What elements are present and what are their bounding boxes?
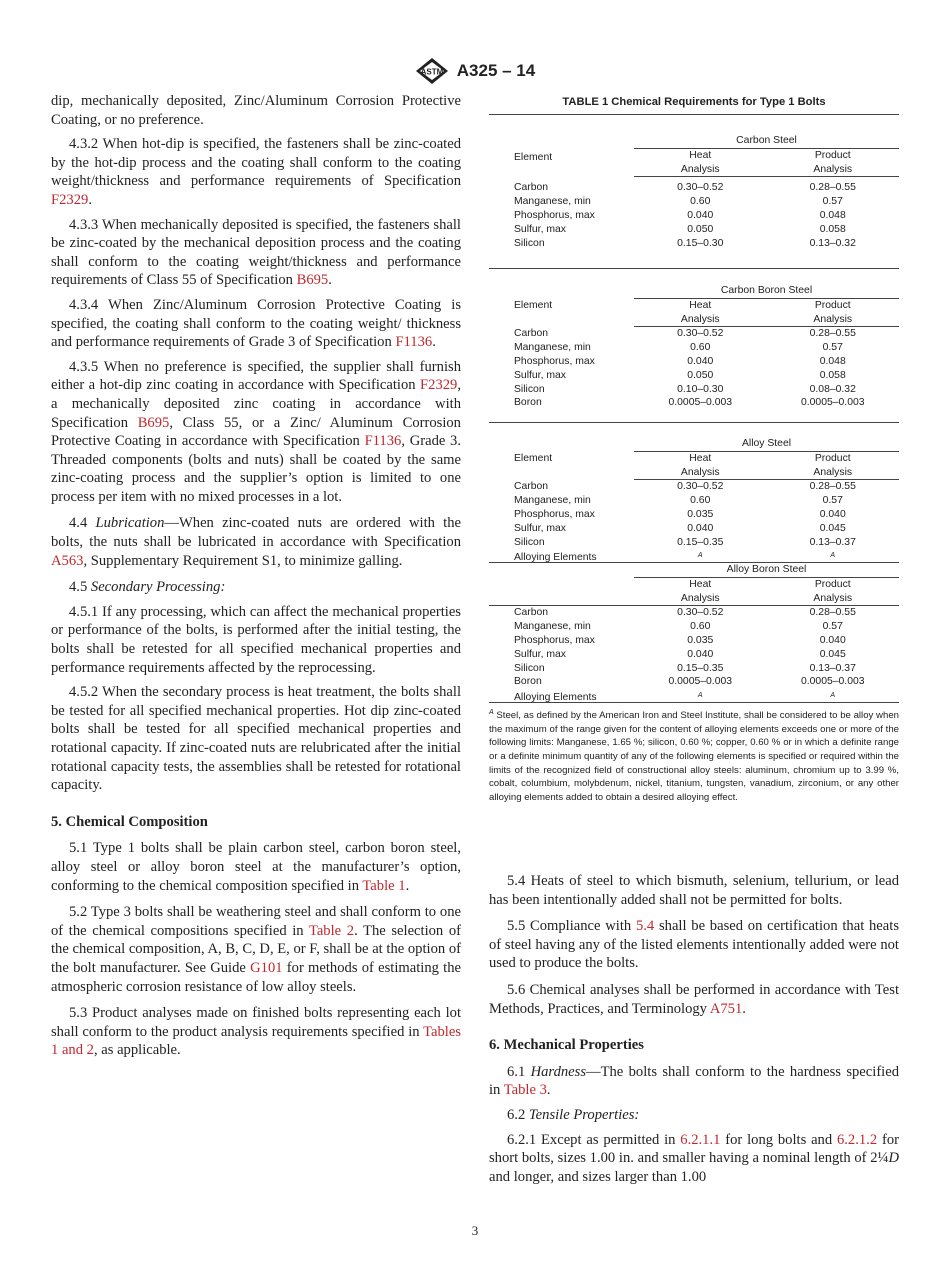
paragraph-4-5-1: 4.5.1 If any processing, which can affect the mechanical properties or performance of the bolts, is performed after the initial testing, the bolts shall be retested for all specified mechanical properties and performance requirements affected by the reprocessing.: [51, 603, 461, 676]
link-5-4[interactable]: 5.4: [635, 918, 655, 935]
table-row: Boron 0.0005–0.003 0.0005–0.003: [514, 397, 865, 409]
link-g101[interactable]: G101: [250, 959, 283, 976]
paragraph-5-5: 5.5 Compliance with 5.4 shall be based on certification that heats of steel having any of the listed elements intentionally added were not used to produce the bolts.: [489, 918, 899, 972]
link-f2329[interactable]: F2329: [51, 191, 89, 208]
table-row: Phosphorus, max 0.040 0.048: [514, 209, 846, 221]
table-group-alloy-boron-steel: [489, 562, 899, 706]
table-row: Carbon 0.30–0.52 0.28–0.55: [514, 607, 856, 619]
document-title: A325 – 14: [456, 61, 536, 80]
table-title: TABLE 1 Chemical Requirements for Type 1 Bolts: [562, 96, 826, 108]
link-table-3[interactable]: Table 3: [503, 1082, 547, 1099]
table-row: Silicon 0.10–0.30 0.08–0.32: [514, 383, 856, 395]
table-row: Manganese, min 0.60 0.57: [514, 196, 843, 208]
svg-text:ASTM: ASTM: [420, 67, 444, 77]
table-row: Alloying Elements $^A$ $^A$: [514, 691, 836, 703]
table-row: Silicon 0.15–0.35 0.13–0.37: [514, 662, 856, 674]
table-row: Sulfur, max 0.050 0.058: [514, 369, 846, 381]
page-number: 3: [471, 1223, 479, 1238]
table-group-carbon-boron-steel: [489, 284, 899, 410]
link-b695[interactable]: B695: [137, 414, 170, 431]
link-6-2-1-1[interactable]: 6.2.1.1: [680, 1131, 721, 1148]
table-group-carbon-steel: [489, 134, 899, 250]
paragraph-5-1: 5.1 Type 1 bolts shall be plain carbon steel, carbon boron steel, alloy steel or alloy boron steel at the manufacturer’s option, conforming to the chemical composition specified in Table 1.: [51, 840, 461, 894]
paragraph-4-3-4: 4.3.4 When Zinc/Aluminum Corrosion Protective Coating is specified, the coating shall conform to the coating weight/ thickness and performance requirements of Grade 3 of Specification F1136.: [51, 296, 461, 351]
section-heading-5: 5. Chemical Composition: [51, 813, 208, 830]
paragraph-6-1: 6.1 Hardness—The bolts shall conform to the hardness specified in Table 3.: [489, 1063, 900, 1099]
paragraph-6-2: 6.2 Tensile Properties:: [507, 1106, 640, 1123]
paragraph: dip, mechanically deposited, Zinc/Aluminum Corrosion Protective Coating, or no preference.: [51, 93, 461, 128]
footnote-mark: A: [830, 552, 836, 560]
paragraph-4-4: 4.4 Lubrication—When zinc-coated nuts are ordered with the bolts, the nuts shall be lubricated in accordance with Specification A563, Supplementary Requirement S1, to minimize galling.: [51, 515, 461, 569]
left-column: [51, 92, 461, 1066]
page-header: [0, 56, 950, 86]
paragraph-4-3-5: 4.3.5 When no preference is specified, the supplier shall furnish either a hot-dip zinc coating in accordance with Specification F2329, a mechanically deposited zinc coating in accordance with Specification B695, Class 55, or a Zinc/ Aluminum Corrosion Protective Coating in accordance with Specification F1136, Grade 3. Threaded components (bolts and nuts) shall be coated by the same zinc-coating process and the supplier’s option is limited to one process per item with no mixed processes in a lot.: [51, 358, 461, 505]
link-a751[interactable]: A751: [709, 1000, 743, 1017]
table-row: Manganese, min 0.60 0.57: [514, 621, 843, 633]
group-name: Carbon Boron Steel: [634, 284, 899, 298]
link-f2329[interactable]: F2329: [420, 377, 458, 394]
table-row: Phosphorus, max 0.035 0.040: [514, 634, 846, 646]
table-bottom-rule: [489, 702, 899, 703]
table-row: Carbon 0.30–0.52 0.28–0.55: [514, 182, 856, 194]
table-top-rule: [489, 114, 899, 115]
footnote-mark: A: [830, 692, 836, 700]
right-column: [489, 872, 899, 1192]
table-row: Manganese, min 0.60 0.57: [514, 342, 843, 354]
link-tables-1-2[interactable]: Tables 1 and 2: [51, 1023, 461, 1059]
product-header: Product Analysis: [767, 298, 900, 327]
paragraph-4-5-2: 4.5.2 When the secondary process is heat treatment, the bolts shall be tested for all specified mechanical properties. Hot dip zinc-coated bolts shall be tested for all specified mechanical properties and rotational capacity. If zinc-coated nuts are relubricated after the initial rotational capacity tests, the assemblies shall be retested for rotational capacity.: [51, 684, 461, 794]
table-row: Alloying Elements $^A$ $^A$: [514, 552, 836, 564]
table-row: Boron 0.0005–0.003 0.0005–0.003: [514, 676, 865, 688]
heat-header: Heat Analysis: [634, 577, 766, 606]
footnote-mark: A: [697, 552, 703, 560]
section-heading-6: 6. Mechanical Properties: [489, 1037, 644, 1054]
heat-header: Heat Analysis: [634, 148, 766, 177]
element-header: Element: [514, 452, 553, 464]
astm-logo-icon: [415, 57, 449, 85]
table-row: Silicon 0.15–0.35 0.13–0.37: [514, 536, 856, 548]
paragraph-5-2: 5.2 Type 3 bolts shall be weathering steel and shall conform to one of the chemical compositions specified in Table 2. The selection of the chemical composition, A, B, C, D, E, or F, shall be at the option of the bolt manufacturer. See Guide G101 for methods of estimating the atmospheric corrosion resistance of low alloy steels.: [51, 904, 462, 995]
group-name: Alloy Steel: [634, 437, 899, 451]
element-header: Element: [514, 299, 553, 311]
product-header: Product Analysis: [767, 451, 900, 480]
paragraph-5-6: 5.6 Chemical analyses shall be performed in accordance with Test Methods, Practices, and Terminology A751.: [489, 981, 899, 1017]
table-row: Carbon 0.30–0.52 0.28–0.55: [514, 328, 856, 340]
paragraph-5-3: 5.3 Product analyses made on finished bolts representing each lot shall conform to the product analysis requirements specified in Tables 1 and 2, as applicable.: [51, 1005, 461, 1059]
product-header: Product Analysis: [767, 577, 900, 606]
table-divider: [489, 268, 899, 269]
table-footnote: $^A$ Steel, as defined by the American Iron and Steel Institute, shall be considered to be alloy when the maximum of the range given for the content of alloying elements exceeds one or more of the following limits: Manganese, 1.65 %; silicon, 0.60 %; copper, 0.60 % or in which a definite range or a definite minimum quantity of any of the following elements is specified or required within the limits of the recognized field of constructional alloy steels: aluminum, chromium up to 3.99 %, cobalt, columbium, molybdenum, nickel, titanium, tungsten, vanadium, zirconium, or any other alloying elements added to obtain a desired alloying effect.: [489, 709, 899, 803]
link-table-1[interactable]: Table 1: [362, 877, 406, 894]
footnote-mark: A: [697, 692, 703, 700]
group-name: Carbon Steel: [634, 134, 899, 148]
table-row: Sulfur, max 0.040 0.045: [514, 522, 846, 534]
paragraph-6-2-1: 6.2.1 Except as permitted in 6.2.1.1 for long bolts and 6.2.1.2 for short bolts, sizes 1.00 in. and smaller having a nominal length of 2¼D and longer, and sizes larger than 1.00: [489, 1131, 899, 1185]
element-header: Element: [514, 151, 553, 163]
heat-header: Heat Analysis: [634, 298, 766, 327]
table-row: Carbon 0.30–0.52 0.28–0.55: [514, 481, 856, 493]
paragraph-4-3-2: 4.3.2 When hot-dip is specified, the fasteners shall be zinc-coated by the hot-dip process and the coating shall conform to the coating weight/thickness and performance requirements of Specification F2329.: [51, 136, 461, 208]
link-a563[interactable]: A563: [51, 552, 84, 569]
paragraph-4-5: 4.5 Secondary Processing:: [69, 579, 226, 596]
link-6-2-1-2[interactable]: 6.2.1.2: [836, 1131, 878, 1148]
table-divider: [489, 422, 899, 423]
table-row: Silicon 0.15–0.30 0.13–0.32: [514, 237, 856, 249]
table-row: Phosphorus, max 0.040 0.048: [514, 355, 846, 367]
group-name: Alloy Boron Steel: [634, 563, 899, 578]
table-row: Sulfur, max 0.050 0.058: [514, 223, 846, 235]
paragraph-5-4: 5.4 Heats of steel to which bismuth, selenium, tellurium, or lead has been intentionally added shall not be permitted for bolts.: [489, 873, 899, 908]
product-header: Product Analysis: [767, 148, 900, 177]
table-group-alloy-steel: [489, 437, 899, 567]
table-row: Phosphorus, max 0.035 0.040: [514, 508, 846, 520]
paragraph-4-3-3: 4.3.3 When mechanically deposited is specified, the fasteners shall be zinc-coated by the mechanical deposition process and the coating shall conform to the coating weight/thickness and performance requirements of Class 55 of Specification B695.: [51, 216, 461, 289]
link-f1136[interactable]: F1136: [364, 433, 402, 450]
link-b695[interactable]: B695: [296, 272, 329, 289]
table-row: Manganese, min 0.60 0.57: [514, 495, 843, 507]
link-table-2[interactable]: Table 2: [308, 922, 355, 939]
table-row: Sulfur, max 0.040 0.045: [514, 648, 846, 660]
link-f1136[interactable]: F1136: [395, 334, 433, 351]
heat-header: Heat Analysis: [634, 451, 766, 480]
